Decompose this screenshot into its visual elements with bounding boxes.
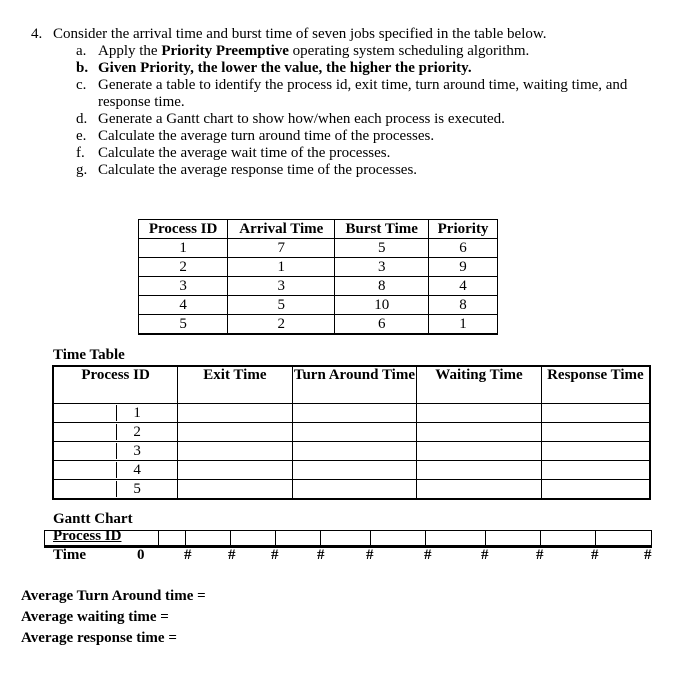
- averages-block: [21, 586, 206, 649]
- list-item: e. Calculate the average turn around time of the processes.: [76, 128, 435, 144]
- table-row: 4: [53, 461, 650, 480]
- question-items: [76, 43, 666, 179]
- table-row: 1: [53, 404, 650, 423]
- table-row: 5: [53, 480, 650, 500]
- table-row: 3: [53, 442, 650, 461]
- gantt-divider: [158, 531, 159, 545]
- gantt-time: #: [536, 547, 544, 563]
- col-process-id: Process ID: [53, 366, 178, 404]
- gantt-process-label: Process ID: [53, 528, 122, 544]
- col-waiting-time: Waiting Time: [417, 366, 542, 404]
- gantt-time: #: [317, 547, 325, 563]
- time-table-title: Time Table: [53, 347, 125, 363]
- table-row: 3 3 8 4: [139, 277, 498, 296]
- gantt-time: #: [591, 547, 599, 563]
- gantt-divider: [595, 531, 596, 545]
- col-priority: Priority: [429, 220, 498, 239]
- list-item: c. Generate a table to identify the process id, exit time, turn around time, waiting time, and response time.: [76, 77, 628, 110]
- list-item: g. Calculate the average response time of the processes.: [76, 162, 418, 178]
- gantt-process-bar: [44, 530, 652, 548]
- gantt-time: #: [228, 547, 236, 563]
- time-table: [52, 365, 651, 500]
- gantt-time: #: [366, 547, 374, 563]
- list-item: a. Apply the Priority Preemptive operating system scheduling algorithm.: [76, 43, 530, 59]
- gantt-divider: [275, 531, 276, 545]
- avg-turnaround-line: Average Turn Around time =: [21, 588, 206, 604]
- gantt-divider: [540, 531, 541, 545]
- gantt-time: #: [424, 547, 432, 563]
- gantt-divider: [370, 531, 371, 545]
- list-item: f. Calculate the average wait time of the processes.: [76, 145, 391, 161]
- table-row: 2: [53, 423, 650, 442]
- gantt-chart-title: Gantt Chart: [53, 511, 133, 527]
- table-header-row: [53, 366, 650, 404]
- gantt-divider: [230, 531, 231, 545]
- col-exit-time: Exit Time: [178, 366, 293, 404]
- list-item: b. Given Priority, the lower the value, the higher the priority.: [76, 60, 472, 76]
- gantt-divider: [425, 531, 426, 545]
- col-arrival-time: Arrival Time: [228, 220, 335, 239]
- gantt-time: #: [271, 547, 279, 563]
- question-stem: Consider the arrival time and burst time of seven jobs specified in the table below.: [53, 26, 547, 42]
- jobs-table: [138, 219, 498, 335]
- col-burst-time: Burst Time: [335, 220, 429, 239]
- col-response-time: Response Time: [541, 366, 650, 404]
- table-row: 5 2 6 1: [139, 315, 498, 335]
- gantt-divider: [185, 531, 186, 545]
- gantt-time: #: [481, 547, 489, 563]
- avg-response-line: Average response time =: [21, 630, 177, 646]
- gantt-time: 0: [137, 547, 145, 563]
- table-row: 2 1 3 9: [139, 258, 498, 277]
- gantt-divider: [320, 531, 321, 545]
- col-process-id: Process ID: [139, 220, 228, 239]
- col-turn-around-time: Turn Around Time: [292, 366, 417, 404]
- question-number: 4.: [31, 26, 43, 42]
- gantt-time: #: [184, 547, 192, 563]
- gantt-time-row: [53, 547, 663, 565]
- table-header-row: [139, 220, 498, 239]
- table-row: 4 5 10 8: [139, 296, 498, 315]
- gantt-time: #: [644, 547, 652, 563]
- gantt-divider: [485, 531, 486, 545]
- gantt-time-label: Time: [53, 547, 87, 563]
- list-item: d. Generate a Gantt chart to show how/when each process is executed.: [76, 111, 505, 127]
- avg-waiting-line: Average waiting time =: [21, 609, 169, 625]
- table-row: 1 7 5 6: [139, 239, 498, 258]
